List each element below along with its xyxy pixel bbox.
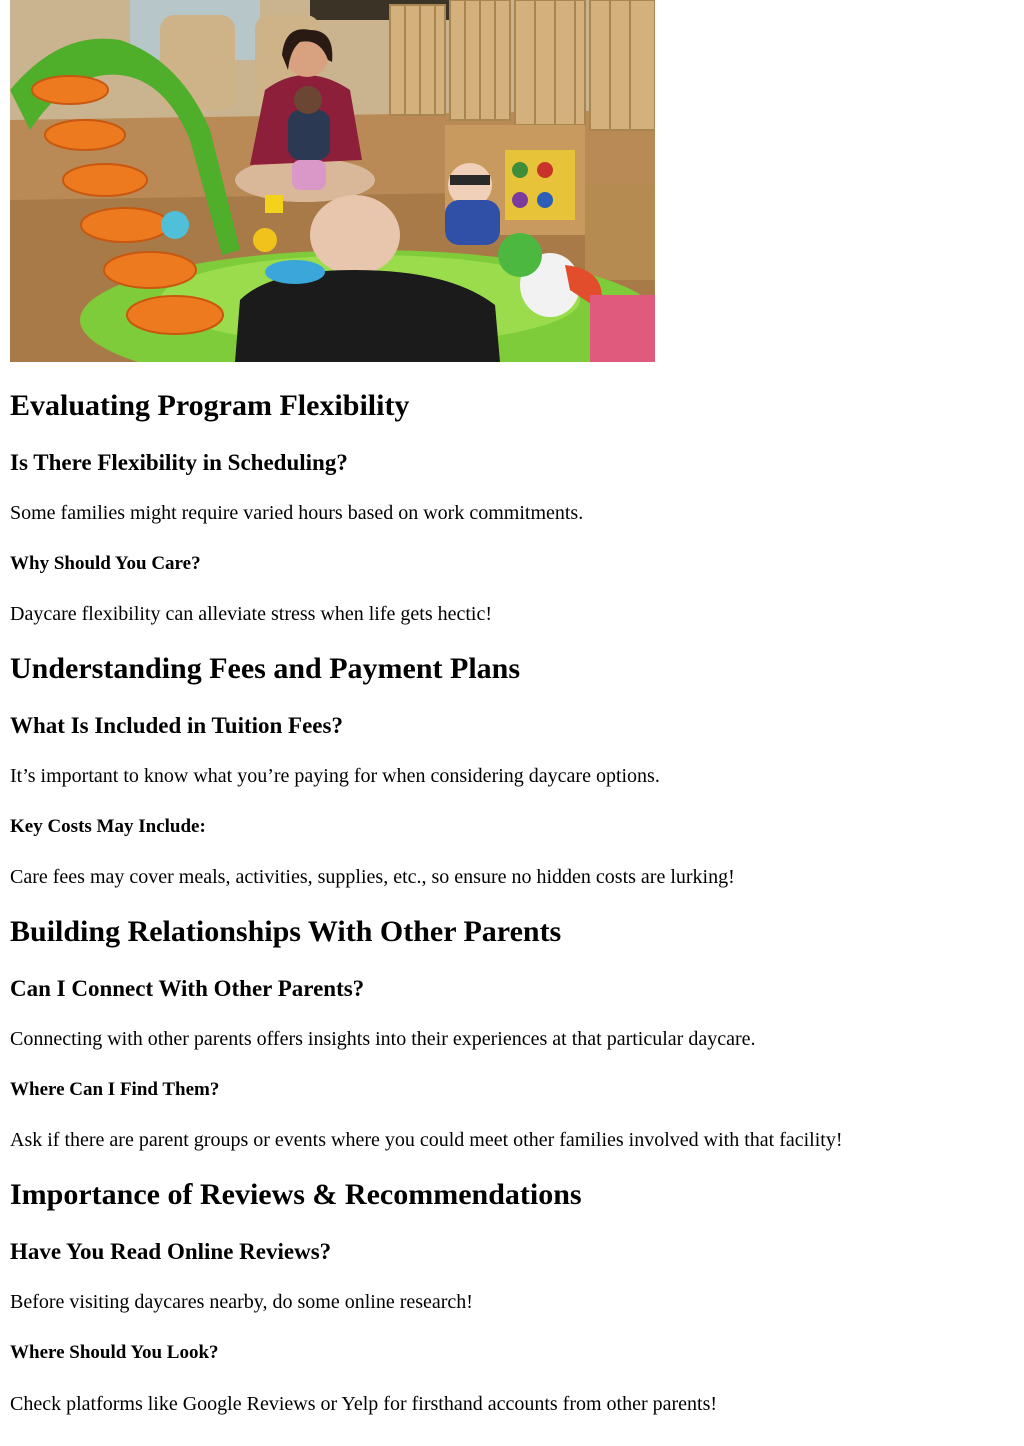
section-heading: Importance of Reviews & Recommendations <box>10 1178 582 1211</box>
section-question: What Is Included in Tuition Fees? <box>10 713 343 738</box>
section-subheading: Where Can I Find Them? <box>10 1079 220 1100</box>
daycare-photo <box>10 0 655 362</box>
section-question: Have You Read Online Reviews? <box>10 1239 332 1264</box>
section-heading: Understanding Fees and Payment Plans <box>10 652 521 685</box>
section-subheading: Key Costs May Include: <box>10 816 206 837</box>
section-paragraph: Ask if there are parent groups or events where you could meet other families involved with that facility! <box>10 1129 843 1151</box>
section-paragraph: Check platforms like Google Reviews or Yelp for firsthand accounts from other parents! <box>10 1393 718 1415</box>
section-subheading: Where Should You Look? <box>10 1342 219 1363</box>
section-paragraph: Care fees may cover meals, activities, supplies, etc., so ensure no hidden costs are lurking! <box>10 866 735 888</box>
section-question: Can I Connect With Other Parents? <box>10 976 365 1001</box>
section-paragraph: Daycare flexibility can alleviate stress when life gets hectic! <box>10 603 493 625</box>
section-paragraph: Before visiting daycares nearby, do some online research! <box>10 1291 473 1313</box>
section-question: Is There Flexibility in Scheduling? <box>10 450 348 475</box>
section-heading: Evaluating Program Flexibility <box>10 389 410 422</box>
section-paragraph: Connecting with other parents offers insights into their experiences at that particular daycare. <box>10 1028 756 1050</box>
section-heading: Building Relationships With Other Parents <box>10 915 562 948</box>
section-subheading: Why Should You Care? <box>10 553 201 574</box>
section-paragraph: It’s important to know what you’re paying for when considering daycare options. <box>10 765 660 787</box>
section-paragraph: Some families might require varied hours based on work commitments. <box>10 502 584 524</box>
